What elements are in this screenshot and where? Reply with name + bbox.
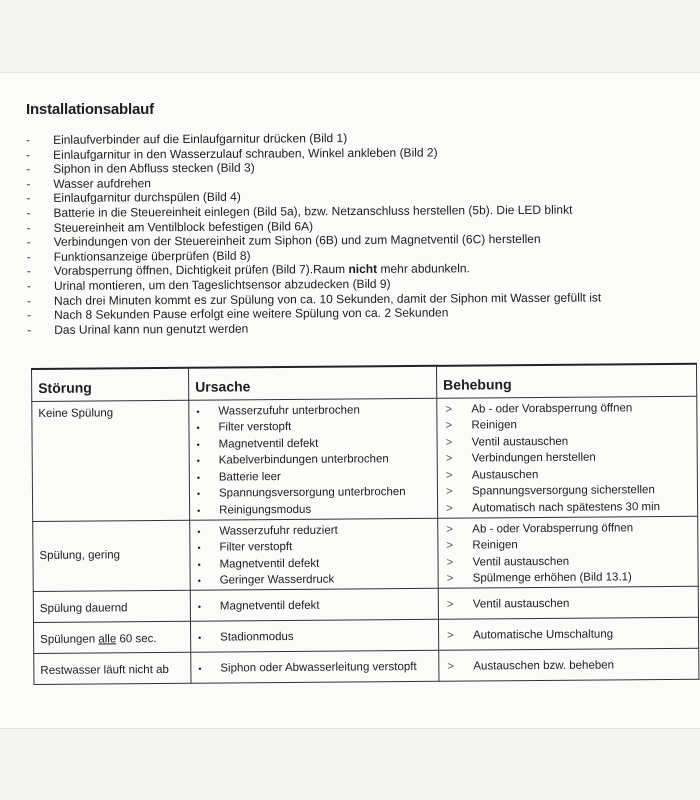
stoerung-cell: Spülung dauernd [33,590,190,622]
ursache-cell [189,398,438,520]
step-text-part: Vorabsperrung öffnen, Dichtigkeit prüfen (Bild 7).Raum [53,262,349,279]
table-header-row [32,364,697,401]
step-text: Steuereinheit am Ventilblock befestigen (Bild 6A) [53,218,314,235]
page-title: Installationsablauf [26,101,154,118]
arrow-icon: > [445,419,453,432]
behebung-item [438,466,697,485]
ursache-cell [190,588,438,621]
arrow-icon: > [447,629,454,642]
arrow-icon: > [446,556,454,569]
step-text: Einlaufverbinder auf die Einlaufgarnitur drücken (Bild 1) [52,131,348,147]
step-dash: - [26,220,31,235]
behebung-cell [437,396,698,518]
behebung-item [438,499,697,518]
bullet-icon: • [198,632,202,643]
behebung-text: Ventil austauschen [471,435,569,449]
arrow-icon: > [446,502,453,515]
arrow-icon: > [446,523,454,536]
behebung-item [439,652,698,680]
step-text: Verbindungen von der Steuereinheit zum Siphon (6B) und zum Magnetventil (6C) herstellen [53,232,541,249]
stoerung-cell: Restwasser läuft nicht ab [34,652,191,684]
stoerung-text-part: alle [98,633,117,646]
ursache-cell [190,518,439,590]
behebung-item [438,449,697,468]
stoerung-cell: Spülung, gering [33,520,191,592]
behebung-item [438,482,697,501]
ursache-item [191,623,438,651]
step-text: Batterie in die Steuereinheit einlegen (Bild 5a), bzw. Netzanschluss herstellen (5b). Die LED blinkt [53,202,573,220]
behebung-text: Ab - oder Vorabsperrung öffnen [472,521,634,536]
bullet-icon: • [197,559,201,570]
step-dash: - [26,249,31,264]
step-text: Nach drei Minuten kommt es zur Spülung von ca. 10 Sekunden, damit der Siphon mit Wasser gefüllt ist [53,290,602,308]
ursache-text: Magnetventil defekt [218,437,319,451]
ursache-item [190,451,437,470]
bullet-icon: • [198,663,202,674]
step-dash: - [26,132,31,147]
ursache-item [190,435,437,454]
table-row [32,396,698,521]
header-ursache: Ursache [189,366,437,400]
behebung-text: Ab - oder Vorabsperrung öffnen [471,401,633,416]
ursache-item [190,501,437,520]
step-dash: - [26,147,31,162]
behebung-item [437,416,696,435]
behebung-text: Spülmenge erhöhen (Bild 13.1) [472,571,632,585]
ursache-item [190,555,437,574]
behebung-text: Automatische Umschaltung [473,628,614,642]
behebung-item [438,432,697,451]
arrow-icon: > [445,403,453,416]
ursache-item [189,418,436,437]
ursache-text: Magnetventil defekt [219,557,320,571]
bullet-icon: • [196,406,200,417]
behebung-item [439,621,698,649]
ursache-text: Wasserzufuhr unterbrochen [218,403,360,418]
stoerung-text-part: Spülungen [40,633,99,646]
arrow-icon: > [446,598,454,611]
bullet-icon: • [197,505,201,516]
step-dash: - [26,235,31,250]
bullet-icon: • [196,439,200,450]
ursache-text: Kabelverbindungen unterbrochen [218,453,389,467]
header-stoerung: Störung [32,368,189,401]
stoerung-cell: Keine Spülung [32,400,190,521]
behebung-text: Ventil austauschen [472,555,570,569]
arrow-icon: > [445,469,453,482]
behebung-text: Spannungsversorgung sicherstellen [471,484,655,499]
behebung-item [438,553,697,572]
troubleshooting-table [31,363,699,685]
ursache-item [191,654,438,682]
ursache-item [190,521,437,540]
arrow-icon: > [445,436,453,449]
ursache-text: Siphon oder Abwasserleitung verstopft [220,661,417,675]
installation-steps-list [26,129,667,337]
step-text: Das Urinal kann nun genutzt werden [54,321,249,337]
ursache-cell [190,619,438,652]
ursache-item [191,571,438,590]
behebung-cell [438,516,699,588]
step-dash: - [26,176,31,191]
bullet-icon: • [197,526,201,537]
arrow-icon: > [446,573,454,586]
step-dash: - [27,308,32,323]
step-dash: - [26,205,31,220]
bullet-icon: • [196,472,201,483]
ursache-text: Reinigungsmodus [219,503,312,517]
behebung-item [439,590,698,618]
behebung-item [437,399,696,418]
stoerung-cell [33,621,190,653]
header-behebung: Behebung [436,364,696,398]
arrow-icon: > [445,486,453,499]
step-text: Urinal montieren, um den Tageslichtsensor abzudecken (Bild 9) [53,276,391,293]
bullet-icon: • [196,489,201,500]
troubleshooting-table-wrapper [31,363,699,703]
ursache-text: Magnetventil defekt [219,599,320,613]
behebung-cell [438,617,698,650]
ursache-text: Batterie leer [218,470,281,484]
ursache-item [189,401,436,420]
ursache-text: Filter verstopft [218,421,292,434]
step-dash: - [27,322,32,337]
behebung-item [439,569,698,588]
ursache-item [191,592,438,620]
arrow-icon: > [445,452,453,466]
table-row [34,648,699,684]
behebung-text: Ventil austauschen [472,597,570,611]
ursache-cell [191,650,439,683]
table-row [33,516,699,592]
bullet-icon: • [197,576,201,587]
ursache-item [190,468,437,487]
step-text-bold: nicht [348,262,378,277]
step-dash: - [26,293,32,308]
ursache-text: Filter verstopft [219,541,293,554]
bullet-icon: • [197,542,201,553]
behebung-text: Austauschen bzw. beheben [473,659,615,673]
ursache-item [190,484,437,503]
ursache-text: Wasserzufuhr reduziert [219,524,338,538]
step-dash: - [26,191,31,206]
behebung-text: Automatisch nach spätestens 30 min [472,501,661,515]
ursache-text: Spannungsversorgung unterbrochen [218,486,406,500]
step-text: Siphon in den Abfluss stecken (Bild 3) [53,160,255,177]
arrow-icon: > [447,660,455,673]
step-text: Wasser aufdrehen [53,176,151,191]
behebung-text: Austauschen [471,468,539,482]
step-text-part: mehr abdunkeln. [377,261,470,277]
behebung-text: Reinigen [472,539,518,552]
step-text: Funktionsanzeige überprüfen (Bild 8) [53,248,251,264]
arrow-icon: > [446,539,454,552]
step-dash: - [26,264,31,279]
behebung-text: Reinigen [471,419,517,432]
ursache-text: Stadionmodus [220,630,294,644]
bullet-icon: • [196,455,200,466]
step-dash: - [26,278,31,293]
ursache-text: Geringer Wasserdruck [219,574,335,587]
behebung-text: Verbindungen herstellen [471,451,596,465]
step-text: Einlaufgarnitur in den Wasserzulauf schrauben, Winkel ankleben (Bild 2) [53,145,438,162]
bullet-icon: • [196,422,200,433]
behebung-cell [439,648,699,681]
step-dash: - [26,162,31,177]
bullet-icon: • [197,601,202,612]
step-text: Einlaufgarnitur durchspülen (Bild 4) [53,190,241,206]
behebung-item [438,519,697,538]
behebung-cell [438,586,698,619]
behebung-item [438,536,697,555]
step-text: Nach 8 Sekunden Pause erfolgt eine weitere Spülung von ca. 2 Sekunden [54,305,449,322]
ursache-item [190,538,437,557]
stoerung-text-part: 60 sec. [116,633,157,646]
